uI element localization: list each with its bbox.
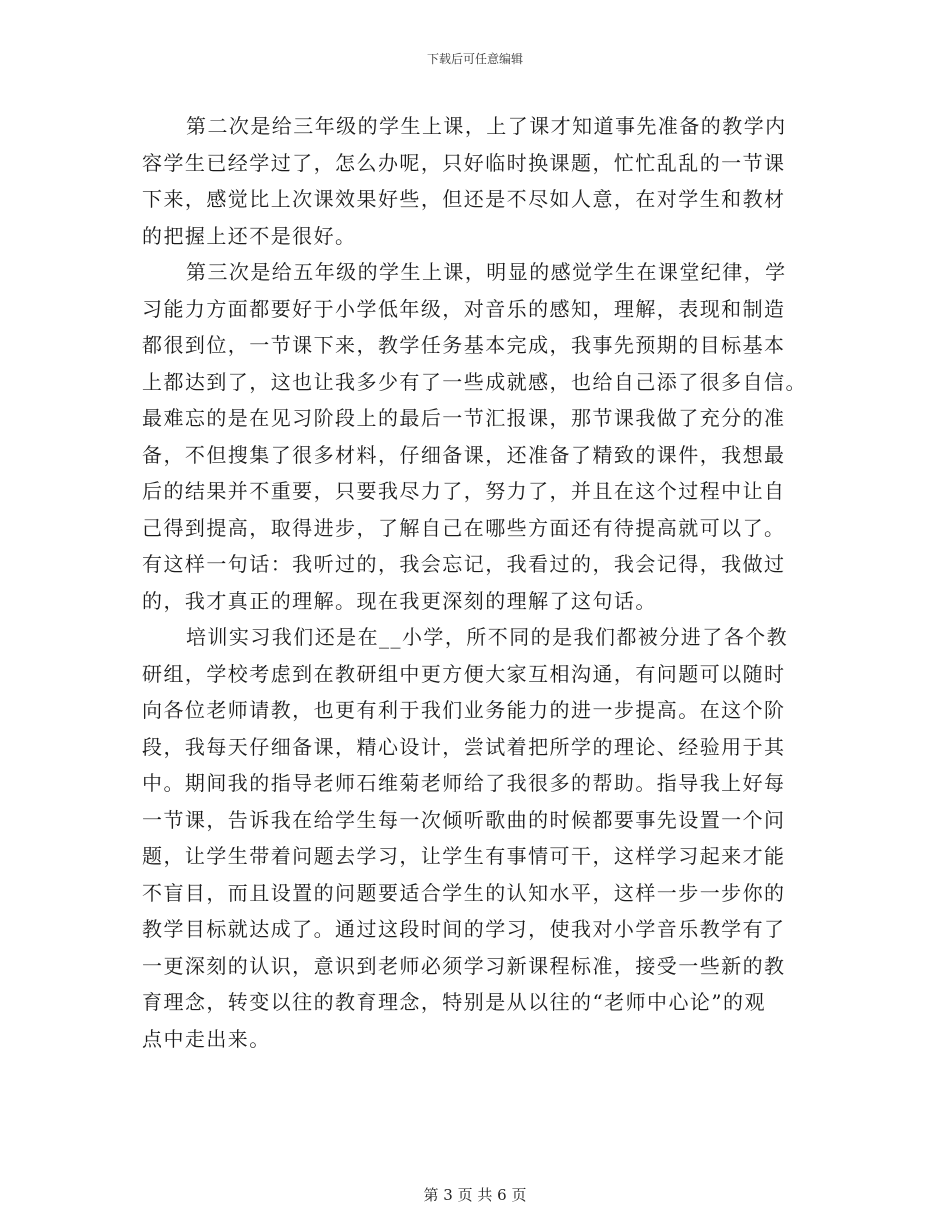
- text-line: 向各位老师请教，也更有利于我们业务能力的进一步提高。在这个阶: [142, 698, 786, 722]
- page-header: 下载后可任意编辑: [426, 52, 523, 66]
- text-line: 段，我每天仔细备课，精心设计，尝试着把所学的理论、经验用于其: [142, 734, 786, 759]
- text-line: 培训实习我们还是在__小学，所不同的是我们都被分进了各个教: [186, 625, 789, 649]
- text-line: 第二次是给三年级的学生上课，上了课才知道事先准备的教学内: [186, 114, 787, 138]
- text-line: 容学生已经学过了，怎么办呢，只好临时换课题，忙忙乱乱的一节课: [142, 150, 786, 175]
- text-line: 一更深刻的认识，意识到老师必须学习新课程标准，接受一些新的教: [142, 953, 786, 978]
- text-line: 的把握上还不是很好。: [142, 223, 357, 248]
- text-line: 中。期间我的指导老师石维菊老师给了我很多的帮助。指导我上好每: [142, 771, 786, 795]
- text-line: 后的结果并不重要，只要我尽力了，努力了，并且在这个过程中让自: [142, 479, 786, 503]
- text-line: 上都达到了，这也让我多少有了一些成就感，也给自己添了很多自信。: [142, 369, 807, 394]
- text-line: 都很到位，一节课下来，教学任务基本完成，我事先预期的目标基本: [142, 333, 786, 357]
- text-line: 第三次是给五年级的学生上课，明显的感觉学生在课堂纪律，学: [186, 260, 787, 284]
- text-line: 点中走出来。: [142, 1026, 271, 1051]
- text-line: 教学目标就达成了。通过这段时间的学习，使我对小学音乐教学有了: [142, 917, 786, 941]
- text-line: 题，让学生带着问题去学习，让学生有事情可干，这样学习起来才能: [142, 844, 786, 868]
- text-line: 备，不但搜集了很多材料，仔细备课，还准备了精致的课件，我想最: [142, 442, 786, 467]
- text-line: 最难忘的是在见习阶段上的最后一节汇报课，那节课我做了充分的准: [142, 406, 786, 430]
- text-line: 不盲目，而且设置的问题要适合学生的认知水平，这样一步一步你的: [142, 880, 786, 905]
- text-line: 研组，学校考虑到在教研组中更方便大家互相沟通，有问题可以随时: [142, 661, 786, 686]
- text-line: 己得到提高，取得进步，了解自己在哪些方面还有待提高就可以了。: [142, 515, 786, 540]
- text-line: 下来，感觉比上次课效果好些，但还是不尽如人意，在对学生和教材: [142, 187, 786, 211]
- text-line: 习能力方面都要好于小学低年级，对音乐的感知，理解，表现和制造: [142, 296, 786, 321]
- text-line: 的，我才真正的理解。现在我更深刻的理解了这句话。: [142, 588, 657, 613]
- page-number: 第 3 页 共 6 页: [423, 1186, 527, 1204]
- text-line: 育理念，转变以往的教育理念，特别是从以往的“老师中心论”的观: [142, 990, 766, 1014]
- document-body: [142, 108, 814, 1057]
- text-line: 一节课，告诉我在给学生每一次倾听歌曲的时候都要事先设置一个问: [142, 807, 786, 832]
- text-line: 有这样一句话：我听过的，我会忘记，我看过的，我会记得，我做过: [142, 552, 786, 576]
